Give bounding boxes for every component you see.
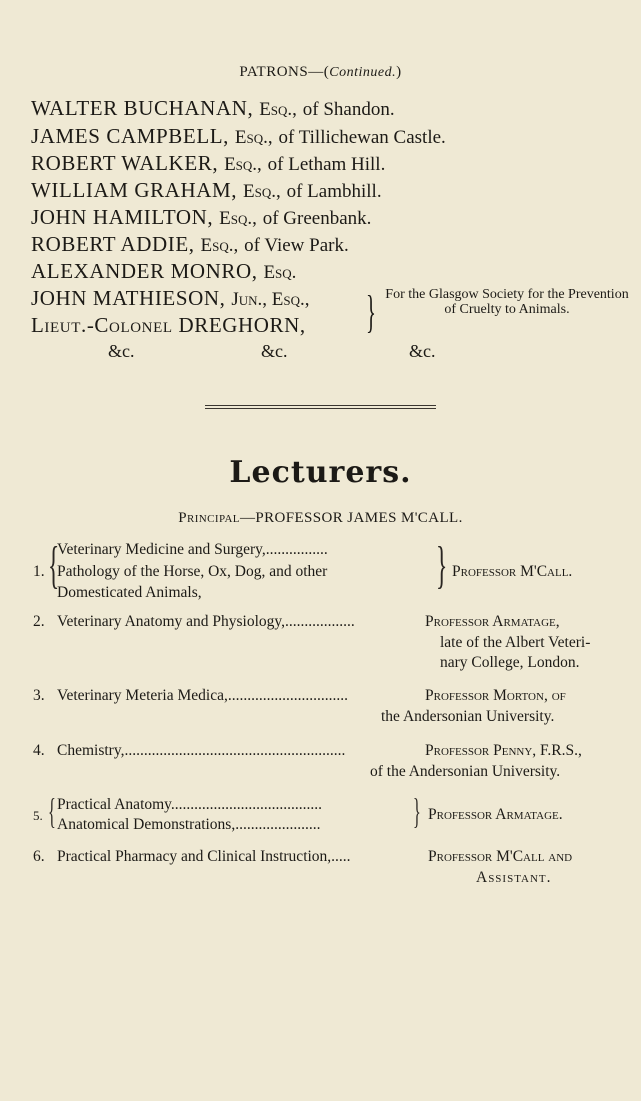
course-lecturer	[428, 806, 563, 824]
patron-line	[31, 259, 296, 284]
course-number: 2.	[33, 613, 45, 630]
patron-residence: of Lambhill.	[286, 181, 382, 202]
etc-mark: &c.	[409, 341, 436, 361]
course-lecturer	[428, 848, 572, 866]
patron-line	[31, 232, 349, 257]
patron-name: JOHN MATHIESON,	[31, 286, 226, 310]
double-rule-top	[205, 405, 436, 406]
patron-name: WALTER BUCHANAN,	[31, 96, 254, 120]
course-subject: Veterinary Anatomy and Physiology,..................	[57, 613, 355, 630]
patron-line	[31, 96, 395, 121]
lecturer-name: Professor Armatage,	[425, 613, 560, 630]
patron-line	[31, 178, 382, 203]
course-subject: Practical Pharmacy and Clinical Instruction,.....	[57, 848, 351, 865]
course-close-brace: }	[413, 791, 421, 831]
lecturer-name: Professor Armatage.	[428, 806, 563, 823]
principal-label: Principal	[178, 510, 240, 526]
course-subject: Veterinary Meteria Medica,...............................	[57, 687, 348, 704]
society-note: For the Glasgow Society for the Prevention of Cruelty to Animals.	[385, 287, 629, 317]
running-head-close: )	[396, 64, 402, 80]
lecturer-name: Professor M'Call.	[452, 563, 573, 580]
patron-line	[31, 286, 310, 311]
patron-name: WILLIAM GRAHAM,	[31, 178, 238, 202]
course-subject: Domesticated Animals,	[57, 584, 202, 601]
patron-suffix: Esq.	[263, 262, 297, 283]
lecturers-heading: Lecturers.	[229, 455, 412, 490]
patron-line	[31, 205, 371, 230]
lecturer-name: Professor Penny, F.R.S.,	[425, 742, 582, 759]
patron-suffix: Esq.,	[234, 127, 273, 148]
patron-suffix: Esq.,	[200, 235, 239, 256]
course-subject: Chemistry,.........................................................	[57, 742, 346, 759]
patron-suffix: Esq.,	[259, 99, 297, 120]
principal-line	[0, 510, 641, 527]
principal-name: PROFESSOR JAMES M'CALL.	[255, 510, 463, 526]
course-subject: Anatomical Demonstrations,......................	[57, 816, 321, 833]
running-head	[0, 64, 641, 81]
course-number: 3.	[33, 687, 45, 704]
patron-residence: of Letham Hill.	[267, 154, 386, 175]
patron-suffix: Esq.,	[224, 154, 262, 175]
patron-residence: of Shandon.	[302, 99, 395, 120]
course-lecturer	[425, 613, 560, 631]
lecturer-name: Professor M'Call and	[428, 848, 573, 865]
patron-residence: of Tillichewan Castle.	[278, 127, 446, 148]
patron-line	[31, 151, 385, 176]
course-subject: Practical Anatomy.......................................	[57, 796, 323, 813]
course-subject: Pathology of the Horse, Ox, Dog, and other	[57, 563, 328, 580]
patron-suffix: Esq.,	[219, 208, 257, 229]
course-open-brace: {	[48, 791, 56, 831]
patron-residence: of View Park.	[244, 235, 349, 256]
patron-suffix: Jun., Esq.,	[231, 289, 310, 310]
patron-name: JAMES CAMPBELL,	[31, 124, 230, 148]
running-head-continued: Continued.	[329, 65, 397, 80]
lecturer-note: Assistant.	[476, 869, 552, 886]
course-lecturer	[425, 687, 566, 705]
lecturer-note: late of the Albert Veteri-	[440, 634, 591, 651]
course-subject: Veterinary Medicine and Surgery,................	[57, 541, 328, 558]
society-brace: }	[366, 286, 376, 337]
course-close-brace: }	[436, 537, 448, 594]
patron-line	[31, 124, 446, 149]
principal-dash: —	[239, 510, 256, 526]
course-lecturer	[452, 563, 572, 581]
patron-name: ROBERT WALKER,	[31, 151, 219, 175]
patron-residence: of Greenbank.	[262, 208, 372, 229]
patron-line	[31, 313, 306, 338]
etc-mark: &c.	[108, 341, 135, 361]
course-number: 1.	[33, 563, 45, 580]
patron-name: Lieut.-Colonel DREGHORN,	[31, 313, 306, 337]
lecturer-note: of the Andersonian University.	[370, 763, 561, 780]
course-number: 4.	[33, 742, 45, 759]
course-number: 6.	[33, 848, 45, 865]
course-number: 5.	[33, 808, 43, 823]
course-open-brace: {	[48, 537, 60, 594]
course-lecturer	[425, 742, 582, 760]
lecturer-note: the Andersonian University.	[381, 708, 555, 725]
patron-name: JOHN HAMILTON,	[31, 205, 214, 229]
lecturer-name: Professor Morton, of	[425, 687, 566, 704]
patron-name: ROBERT ADDIE,	[31, 232, 195, 256]
running-head-title: PATRONS—(	[239, 64, 330, 80]
patron-suffix: Esq.,	[243, 181, 281, 202]
etc-mark: &c.	[261, 341, 288, 361]
lecturer-note: nary College, London.	[440, 654, 580, 671]
patron-name: ALEXANDER MONRO,	[31, 259, 258, 283]
double-rule-bottom	[205, 408, 436, 409]
